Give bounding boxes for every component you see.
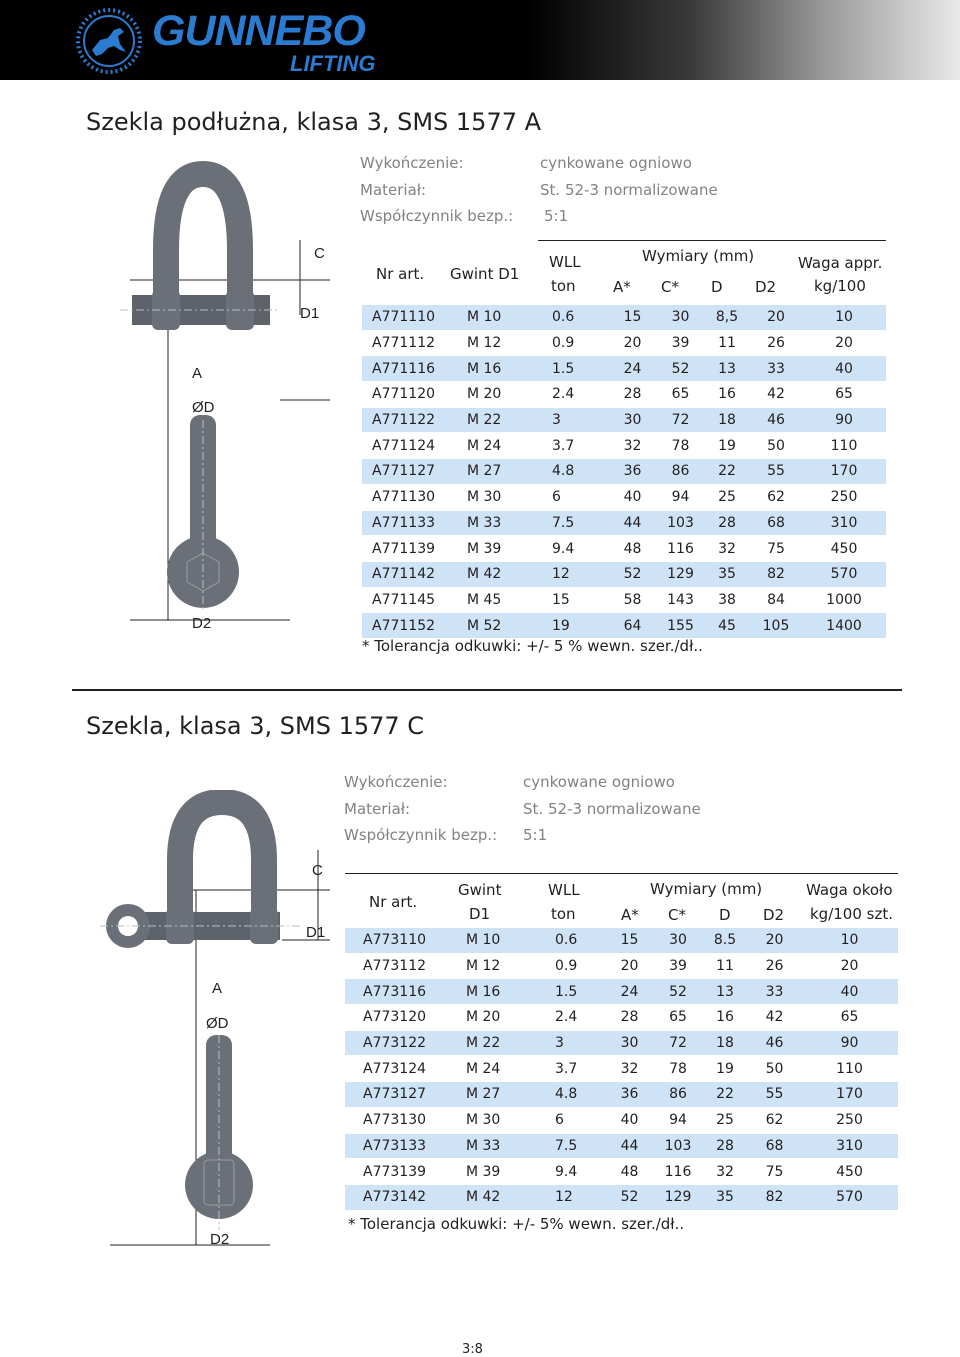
- table-cell: 20: [750, 305, 802, 330]
- dim-label-d2: D2: [210, 1231, 230, 1248]
- spec-row: [360, 203, 880, 230]
- table-cell: 38: [704, 587, 750, 613]
- col-header-wll: WLL: [549, 253, 581, 271]
- table-cell: 2.4: [538, 382, 608, 408]
- table-row: [345, 1082, 898, 1108]
- table-cell: M 45: [455, 587, 538, 613]
- col-header-waga-unit: kg/100: [814, 277, 866, 295]
- spec-row: [360, 150, 880, 177]
- table-row: [362, 459, 886, 485]
- table-cell: 64: [608, 613, 657, 639]
- table-cell: 0.6: [538, 305, 608, 330]
- table-cell: 170: [801, 1082, 898, 1108]
- section1-specs: [360, 150, 880, 230]
- table-cell: 129: [657, 561, 704, 587]
- table-cell: 11: [702, 953, 748, 979]
- shackle-diagram-a: [120, 160, 340, 640]
- table-cell: 1000: [802, 587, 886, 613]
- table-cell: 19: [538, 613, 608, 639]
- table-cell: A771116: [362, 356, 455, 382]
- col-header-d: D: [711, 278, 723, 296]
- table-cell: 143: [657, 587, 704, 613]
- spec-label: Wykończenie:: [344, 773, 448, 791]
- table-cell: 50: [750, 433, 802, 459]
- spec-value: cynkowane ogniowo: [523, 773, 675, 791]
- table-cell: A771145: [362, 587, 455, 613]
- table-row: [362, 330, 886, 356]
- table-cell: 28: [702, 1133, 748, 1159]
- table-cell: M 42: [455, 561, 538, 587]
- section1-table: [362, 305, 886, 639]
- spec-label: Współczynnik bezp.:: [344, 826, 498, 844]
- spec-value: 5:1: [544, 207, 569, 225]
- spec-label: Materiał:: [344, 799, 411, 818]
- col-header-nr: Nr art.: [369, 893, 418, 911]
- spec-label: Materiał:: [360, 180, 427, 199]
- table-cell: 6: [537, 1107, 605, 1133]
- table-row: [345, 1133, 898, 1159]
- table-cell: 13: [702, 979, 748, 1005]
- table-cell: 45: [704, 613, 750, 639]
- table-cell: 116: [657, 536, 704, 562]
- table-cell: 33: [750, 356, 802, 382]
- table-cell: 52: [654, 979, 702, 1005]
- dim-label-a: A: [212, 980, 223, 997]
- table-cell: 40: [605, 1107, 654, 1133]
- table-cell: A773139: [345, 1159, 457, 1185]
- table-cell: 90: [802, 407, 886, 433]
- table-cell: 1.5: [538, 356, 608, 382]
- table-cell: 30: [657, 305, 704, 330]
- col-header-waga-unit: kg/100 szt.: [810, 905, 893, 923]
- table-cell: M 24: [457, 1056, 537, 1082]
- table-cell: 8,5: [704, 305, 750, 330]
- table-row: [362, 305, 886, 330]
- table-cell: 35: [704, 561, 750, 587]
- table-cell: 44: [608, 510, 657, 536]
- table-cell: 28: [608, 382, 657, 408]
- col-header-wll-unit: ton: [551, 277, 576, 295]
- table-cell: M 22: [457, 1030, 537, 1056]
- section2-title: Szekla, klasa 3, SMS 1577 C: [86, 712, 425, 740]
- table-cell: A771139: [362, 536, 455, 562]
- col-header-d2: D2: [755, 278, 777, 296]
- brand-name: GUNNEBO: [152, 7, 365, 55]
- table-cell: 22: [702, 1082, 748, 1108]
- spec-label: Współczynnik bezp.:: [360, 207, 514, 225]
- dim-label-c: C: [314, 245, 325, 262]
- table-cell: M 22: [455, 407, 538, 433]
- table-cell: 310: [802, 510, 886, 536]
- table-cell: 15: [605, 928, 654, 953]
- table-cell: 4.8: [538, 459, 608, 485]
- table-cell: 155: [657, 613, 704, 639]
- table-cell: 94: [654, 1107, 702, 1133]
- table-cell: 4.8: [537, 1082, 605, 1108]
- table-cell: A771142: [362, 561, 455, 587]
- table-cell: 36: [608, 459, 657, 485]
- table-cell: 19: [702, 1056, 748, 1082]
- table-cell: A773127: [345, 1082, 457, 1108]
- table-cell: 82: [748, 1184, 801, 1210]
- table-cell: 50: [748, 1056, 801, 1082]
- table-cell: 0.9: [538, 330, 608, 356]
- table-cell: 20: [608, 330, 657, 356]
- table-cell: A773124: [345, 1056, 457, 1082]
- table-row: [362, 433, 886, 459]
- col-header-c: C*: [661, 278, 679, 296]
- table-cell: 94: [657, 484, 704, 510]
- table-cell: 10: [801, 928, 898, 953]
- table-cell: 15: [608, 305, 657, 330]
- table-cell: 103: [654, 1133, 702, 1159]
- table-cell: A771120: [362, 382, 455, 408]
- table-cell: 7.5: [538, 510, 608, 536]
- spec-value: St. 52-3 normalizowane: [523, 799, 701, 818]
- table-cell: 28: [605, 1005, 654, 1031]
- table-cell: 30: [608, 407, 657, 433]
- col-header-d: D: [719, 906, 731, 924]
- col-header-waga: Waga appr.: [798, 254, 883, 272]
- table-cell: 42: [750, 382, 802, 408]
- table-cell: A773142: [345, 1184, 457, 1210]
- table-cell: 0.9: [537, 953, 605, 979]
- table-row: [362, 407, 886, 433]
- table-cell: 24: [608, 356, 657, 382]
- table-cell: M 33: [455, 510, 538, 536]
- section2-specs: [344, 769, 864, 849]
- table-cell: 62: [750, 484, 802, 510]
- table-cell: 25: [702, 1107, 748, 1133]
- table-cell: M 12: [457, 953, 537, 979]
- table-cell: 90: [801, 1030, 898, 1056]
- table-row: [362, 613, 886, 639]
- table-cell: 52: [608, 561, 657, 587]
- table-cell: A773116: [345, 979, 457, 1005]
- table-cell: 18: [702, 1030, 748, 1056]
- table-cell: 55: [750, 459, 802, 485]
- table-cell: 3.7: [537, 1056, 605, 1082]
- table-cell: A773110: [345, 928, 457, 953]
- section1-note: * Tolerancja odkuwki: +/- 5 % wewn. szer./dł..: [362, 637, 703, 655]
- table-cell: 30: [654, 928, 702, 953]
- table-cell: A771130: [362, 484, 455, 510]
- table-cell: 10: [802, 305, 886, 330]
- table-cell: 26: [750, 330, 802, 356]
- table-cell: 7.5: [537, 1133, 605, 1159]
- table-cell: A771152: [362, 613, 455, 639]
- brand-sub: LIFTING: [290, 51, 376, 76]
- table-cell: 48: [608, 536, 657, 562]
- col-header-d2: D2: [763, 906, 785, 924]
- section1-table-body: [362, 305, 886, 638]
- table-row: [345, 1005, 898, 1031]
- table-cell: 42: [748, 1005, 801, 1031]
- table-cell: 46: [750, 407, 802, 433]
- table-cell: 78: [657, 433, 704, 459]
- table-cell: M 10: [455, 305, 538, 330]
- table-cell: M 27: [457, 1082, 537, 1108]
- table-cell: 39: [654, 953, 702, 979]
- page-number: 3:8: [462, 1342, 483, 1357]
- table-cell: 250: [801, 1107, 898, 1133]
- table-cell: 110: [802, 433, 886, 459]
- table-cell: 3.7: [538, 433, 608, 459]
- spec-row: [360, 177, 880, 204]
- table-cell: 18: [704, 407, 750, 433]
- table-row: [345, 1107, 898, 1133]
- table-row: [362, 561, 886, 587]
- table-cell: M 33: [457, 1133, 537, 1159]
- table-cell: M 24: [455, 433, 538, 459]
- table-cell: 30: [605, 1030, 654, 1056]
- table-row: [345, 1184, 898, 1210]
- table-cell: 22: [704, 459, 750, 485]
- table-cell: M 27: [455, 459, 538, 485]
- header-rule: [538, 240, 886, 241]
- table-cell: 3: [538, 407, 608, 433]
- table-cell: 116: [654, 1159, 702, 1185]
- dim-label-d2: D2: [192, 615, 212, 632]
- table-cell: M 16: [455, 356, 538, 382]
- spec-row: [344, 769, 864, 796]
- table-cell: M 30: [455, 484, 538, 510]
- table-cell: 103: [657, 510, 704, 536]
- table-cell: 20: [801, 953, 898, 979]
- table-row: [345, 1030, 898, 1056]
- table-cell: 16: [704, 382, 750, 408]
- table-cell: A773130: [345, 1107, 457, 1133]
- table-cell: 39: [657, 330, 704, 356]
- table-cell: 55: [748, 1082, 801, 1108]
- table-cell: M 52: [455, 613, 538, 639]
- col-header-waga: Waga około: [806, 881, 893, 899]
- table-cell: 25: [704, 484, 750, 510]
- table-cell: 450: [801, 1159, 898, 1185]
- table-row: [362, 356, 886, 382]
- section1-title: Szekla podłużna, klasa 3, SMS 1577 A: [86, 108, 542, 136]
- table-cell: 40: [802, 356, 886, 382]
- table-cell: M 20: [457, 1005, 537, 1031]
- table-cell: 40: [608, 484, 657, 510]
- col-header-wll: WLL: [548, 881, 580, 899]
- table-cell: A773112: [345, 953, 457, 979]
- table-cell: 24: [605, 979, 654, 1005]
- col-header-gwint-d1: D1: [469, 905, 491, 923]
- col-header-gwint: Gwint D1: [450, 265, 520, 283]
- dim-label-d1: D1: [300, 305, 320, 322]
- table-cell: 72: [654, 1030, 702, 1056]
- table-cell: A773122: [345, 1030, 457, 1056]
- table-cell: A771133: [362, 510, 455, 536]
- table-cell: 1.5: [537, 979, 605, 1005]
- table-cell: 46: [748, 1030, 801, 1056]
- table-cell: 65: [657, 382, 704, 408]
- table-cell: A771112: [362, 330, 455, 356]
- table-cell: 250: [802, 484, 886, 510]
- table-cell: M 30: [457, 1107, 537, 1133]
- table-cell: A771122: [362, 407, 455, 433]
- table-cell: 32: [605, 1056, 654, 1082]
- table-row: [362, 484, 886, 510]
- table-cell: M 39: [457, 1159, 537, 1185]
- table-cell: 52: [657, 356, 704, 382]
- table-row: [345, 953, 898, 979]
- table-cell: 12: [538, 561, 608, 587]
- table-cell: 2.4: [537, 1005, 605, 1031]
- spec-value: cynkowane ogniowo: [540, 154, 692, 172]
- table-cell: 86: [657, 459, 704, 485]
- table-cell: A771110: [362, 305, 455, 330]
- table-cell: 65: [654, 1005, 702, 1031]
- table-row: [362, 536, 886, 562]
- dim-label-od: ØD: [206, 1015, 229, 1032]
- spec-label: Wykończenie:: [360, 154, 464, 172]
- col-header-nr: Nr art.: [376, 265, 425, 283]
- table-cell: 8.5: [702, 928, 748, 953]
- table-cell: 32: [704, 536, 750, 562]
- col-header-gwint: Gwint: [458, 881, 502, 899]
- table-cell: 9.4: [537, 1159, 605, 1185]
- table-cell: 62: [748, 1107, 801, 1133]
- table-cell: 48: [605, 1159, 654, 1185]
- table-cell: 13: [704, 356, 750, 382]
- table-cell: 26: [748, 953, 801, 979]
- col-header-wymiary: Wymiary (mm): [650, 880, 763, 898]
- table-cell: A771124: [362, 433, 455, 459]
- dim-label-a: A: [192, 365, 203, 382]
- col-header-a: A*: [613, 278, 631, 296]
- table-cell: 12: [537, 1184, 605, 1210]
- table-cell: M 10: [457, 928, 537, 953]
- table-cell: 11: [704, 330, 750, 356]
- table-cell: 75: [748, 1159, 801, 1185]
- table-cell: M 16: [457, 979, 537, 1005]
- table-cell: 36: [605, 1082, 654, 1108]
- shackle-bow-shape: [180, 802, 264, 920]
- table-cell: 35: [702, 1184, 748, 1210]
- section2-table: [345, 928, 898, 1211]
- dim-label-od: ØD: [192, 399, 215, 416]
- dim-label-d1: D1: [306, 924, 326, 941]
- table-cell: 0.6: [537, 928, 605, 953]
- table-row: [362, 382, 886, 408]
- section2-note: * Tolerancja odkuwki: +/- 5% wewn. szer./dł..: [348, 1215, 685, 1233]
- table-cell: 72: [657, 407, 704, 433]
- table-cell: 28: [704, 510, 750, 536]
- horse-logo-icon: [74, 6, 144, 76]
- col-header-wll-unit: ton: [551, 905, 576, 923]
- spec-row: [344, 796, 864, 823]
- table-cell: 450: [802, 536, 886, 562]
- table-cell: 65: [802, 382, 886, 408]
- table-cell: 20: [605, 953, 654, 979]
- table-cell: 170: [802, 459, 886, 485]
- table-row: [362, 510, 886, 536]
- table-cell: M 39: [455, 536, 538, 562]
- col-header-a: A*: [621, 906, 639, 924]
- table-cell: 32: [608, 433, 657, 459]
- table-cell: A773120: [345, 1005, 457, 1031]
- table-row: [362, 587, 886, 613]
- table-cell: 52: [605, 1184, 654, 1210]
- table-cell: 58: [608, 587, 657, 613]
- shackle-bow-shape: [166, 174, 240, 310]
- table-cell: M 12: [455, 330, 538, 356]
- brand-header: [0, 0, 960, 80]
- table-cell: 78: [654, 1056, 702, 1082]
- table-row: [345, 1056, 898, 1082]
- table-cell: 40: [801, 979, 898, 1005]
- table-cell: 68: [748, 1133, 801, 1159]
- table-cell: 65: [801, 1005, 898, 1031]
- table-cell: 82: [750, 561, 802, 587]
- section-divider: [72, 689, 902, 691]
- table-cell: 32: [702, 1159, 748, 1185]
- table-cell: M 20: [455, 382, 538, 408]
- table-cell: 110: [801, 1056, 898, 1082]
- table-cell: 129: [654, 1184, 702, 1210]
- table-cell: 3: [537, 1030, 605, 1056]
- table-cell: 15: [538, 587, 608, 613]
- table-cell: M 42: [457, 1184, 537, 1210]
- table-cell: 68: [750, 510, 802, 536]
- spec-row: [344, 822, 864, 849]
- table-cell: 310: [801, 1133, 898, 1159]
- col-header-wymiary: Wymiary (mm): [642, 247, 755, 265]
- table-cell: 1400: [802, 613, 886, 639]
- table-row: [345, 928, 898, 953]
- table-cell: 6: [538, 484, 608, 510]
- shackle-diagram-c: [100, 790, 340, 1250]
- col-header-c: C*: [668, 906, 686, 924]
- table-cell: A771127: [362, 459, 455, 485]
- table-cell: 84: [750, 587, 802, 613]
- table-cell: 86: [654, 1082, 702, 1108]
- table-cell: 20: [802, 330, 886, 356]
- table-cell: 570: [802, 561, 886, 587]
- table-cell: 570: [801, 1184, 898, 1210]
- table-cell: A773133: [345, 1133, 457, 1159]
- table-row: [345, 1159, 898, 1185]
- header-rule: [345, 873, 898, 874]
- spec-value: St. 52-3 normalizowane: [540, 180, 718, 199]
- section2-table-body: [345, 928, 898, 1210]
- table-cell: 75: [750, 536, 802, 562]
- table-cell: 33: [748, 979, 801, 1005]
- table-cell: 9.4: [538, 536, 608, 562]
- table-cell: 16: [702, 1005, 748, 1031]
- table-row: [345, 979, 898, 1005]
- table-cell: 20: [748, 928, 801, 953]
- table-cell: 44: [605, 1133, 654, 1159]
- dim-label-c: C: [312, 862, 323, 879]
- spec-value: 5:1: [523, 826, 548, 844]
- table-cell: 19: [704, 433, 750, 459]
- table-cell: 105: [750, 613, 802, 639]
